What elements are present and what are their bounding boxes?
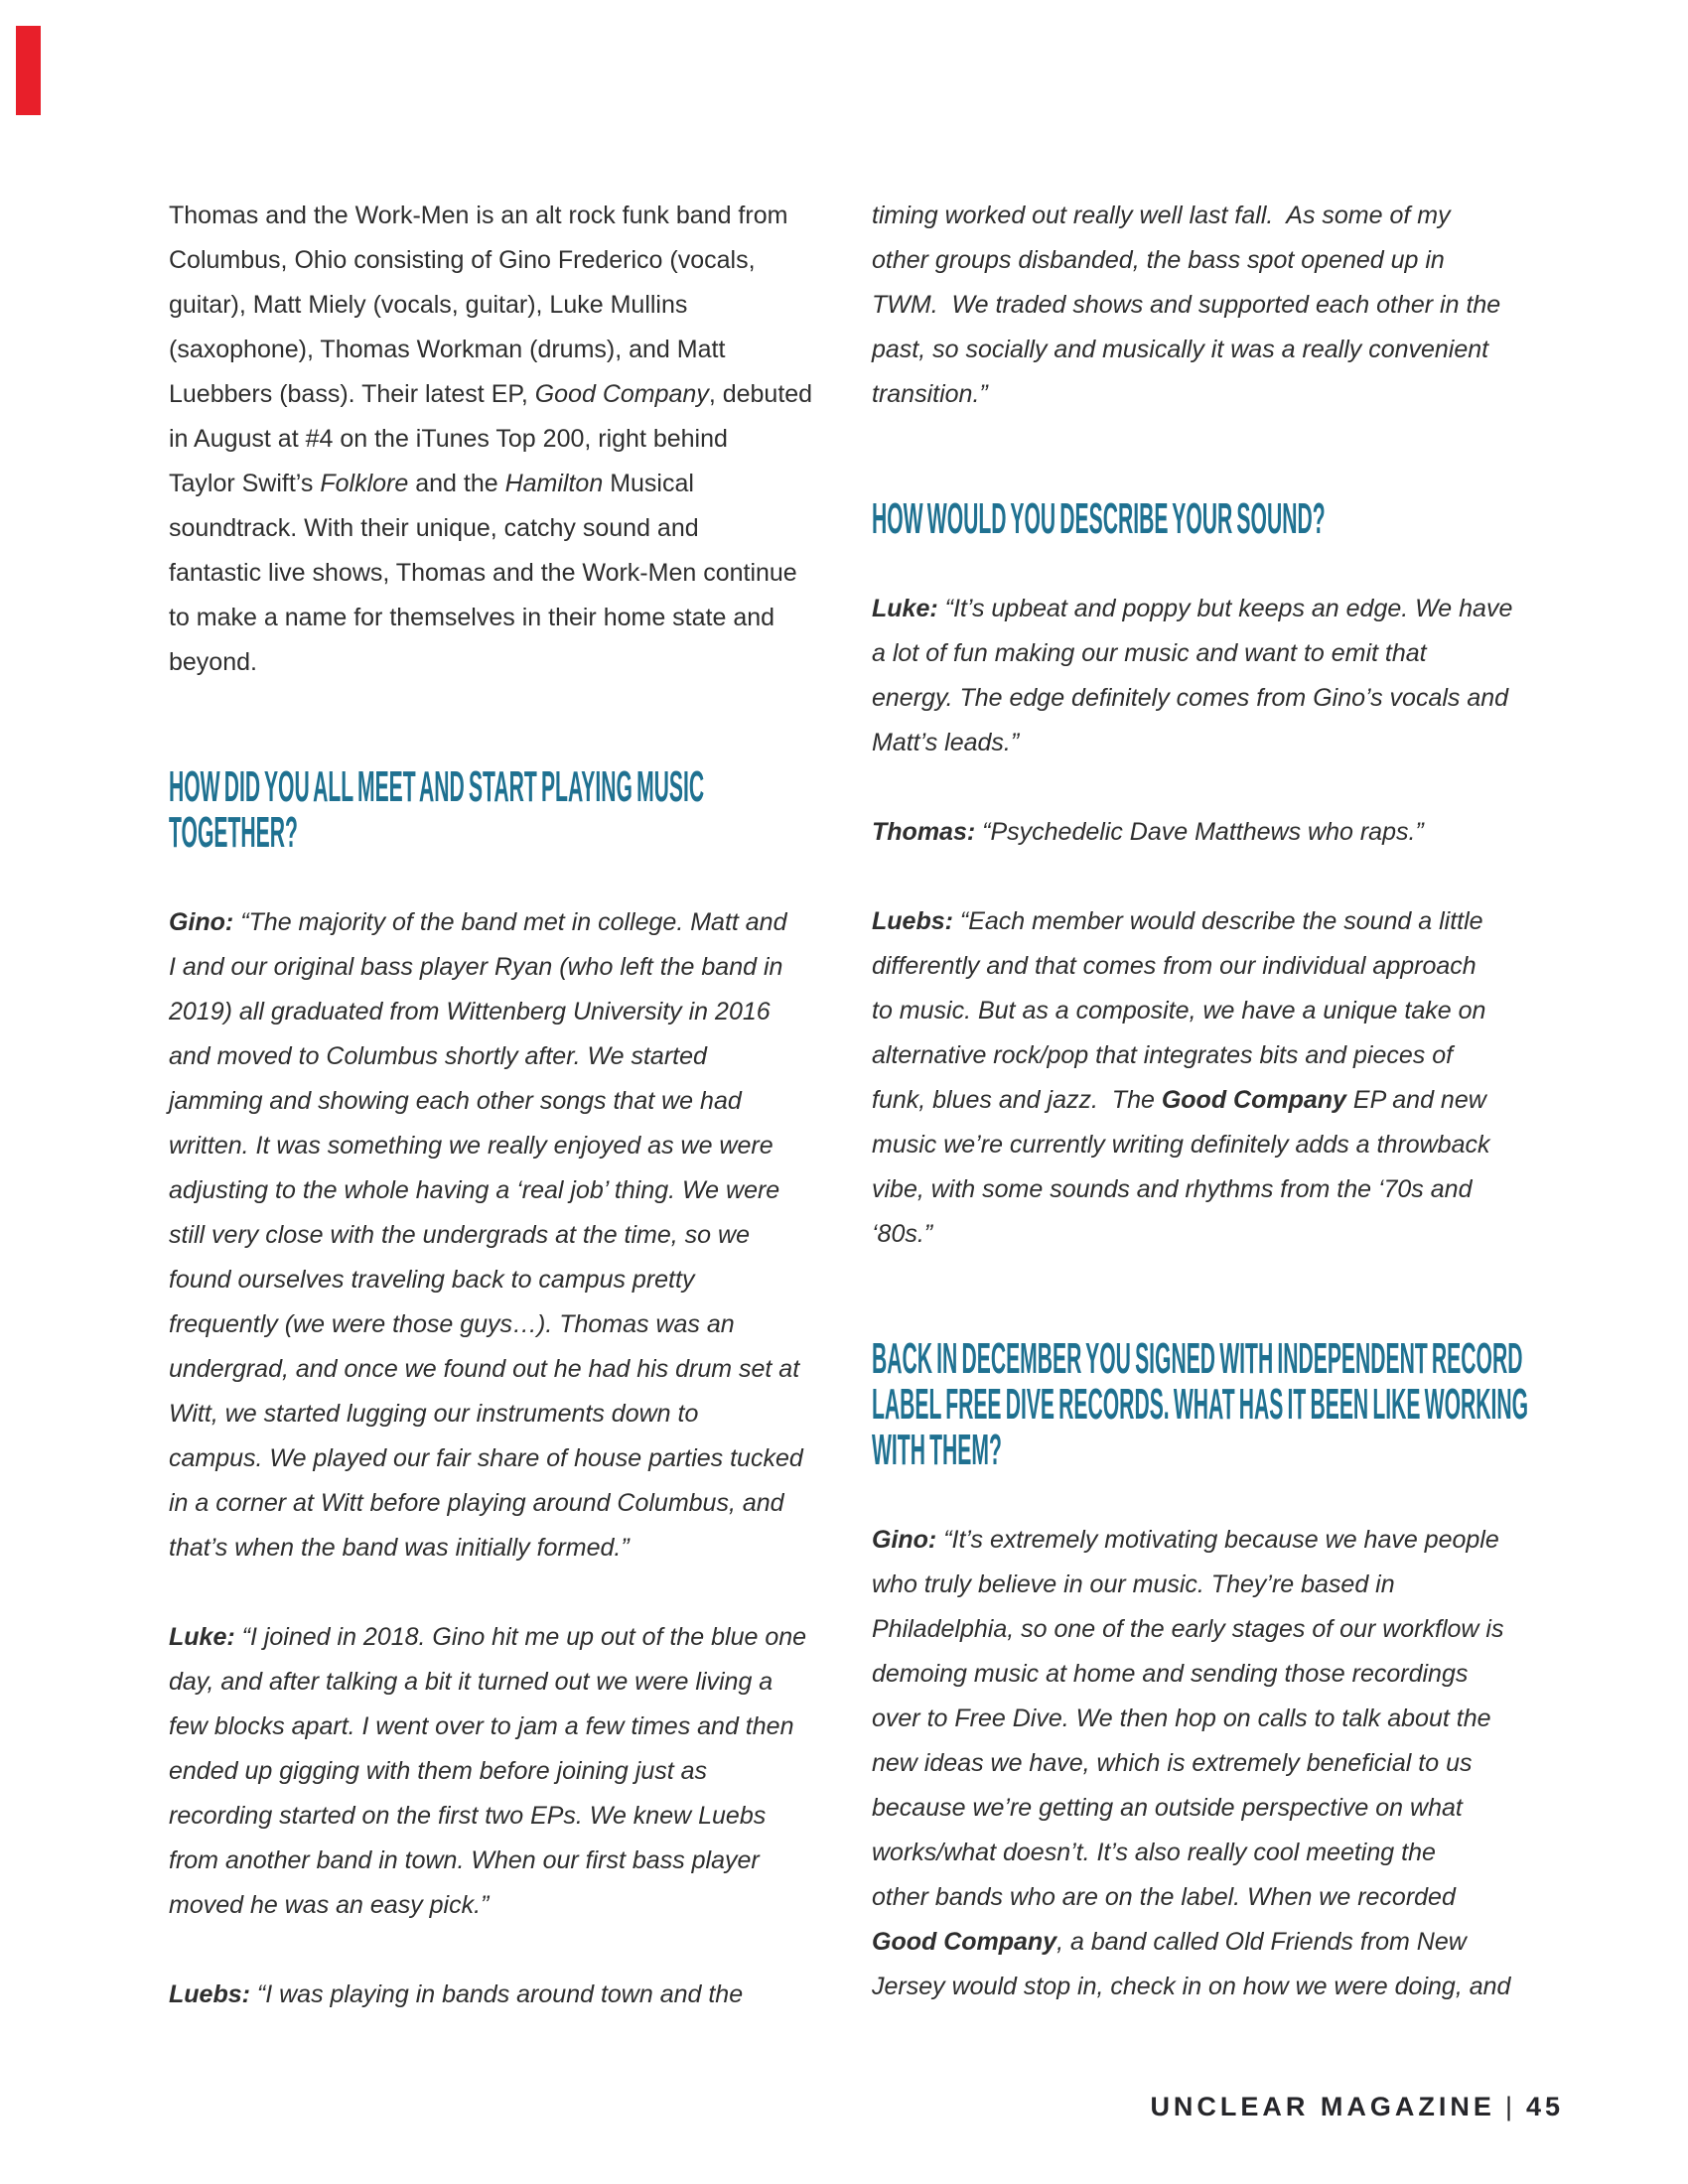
text-run: alternative rock/pop that integrates bits and pieces of xyxy=(872,1041,1454,1069)
page-footer xyxy=(1104,2061,1564,2153)
text-line xyxy=(872,328,1532,372)
text-line xyxy=(872,899,1532,944)
text-run: soundtrack. With their unique, catchy sound and xyxy=(169,514,699,542)
interview-paragraph-luebs xyxy=(872,194,1532,417)
text-run: from another band in town. When our first bass player xyxy=(169,1846,760,1874)
text-line xyxy=(169,945,829,990)
text-run: “The majority of the band met in college. Matt and xyxy=(233,908,787,936)
section-heading xyxy=(169,764,829,856)
speaker-label: Thomas: xyxy=(872,818,976,846)
speaker-label: Luke: xyxy=(872,595,938,622)
section-heading-line: BACK IN DECEMBER YOU SIGNED WITH INDEPENDENT RECORD xyxy=(872,1334,1523,1383)
text-line xyxy=(169,1034,829,1079)
text-line xyxy=(872,587,1532,631)
text-line xyxy=(169,1973,829,2017)
text-run: vibe, with some sounds and rhythms from the ‘70s and xyxy=(872,1175,1473,1203)
text-line xyxy=(169,1481,829,1526)
text-line xyxy=(872,194,1532,238)
interview-paragraph-gino xyxy=(872,1518,1532,2009)
text-run: “I was playing in bands around town and the xyxy=(249,1980,744,2008)
text-line xyxy=(872,721,1532,765)
text-run: Musical xyxy=(603,470,694,497)
interview-paragraph-gino xyxy=(169,900,829,1570)
text-run: Hamilton xyxy=(504,470,604,497)
text-run: funk, blues and jazz. The xyxy=(872,1086,1162,1114)
text-run: guitar), Matt Miely (vocals, guitar), Luke Mullins xyxy=(169,291,688,319)
text-run: I and our original bass player Ryan (who left the band in xyxy=(169,953,783,981)
text-line xyxy=(169,596,829,640)
text-run: demoing music at home and sending those recordings xyxy=(872,1660,1469,1688)
text-line xyxy=(169,1124,829,1168)
text-run: written. It was something we really enjoyed as we were xyxy=(169,1132,774,1160)
text-line xyxy=(169,238,829,283)
red-accent-bar xyxy=(16,26,41,115)
text-line xyxy=(169,417,829,462)
text-run: “Psychedelic Dave Matthews who raps.” xyxy=(975,818,1424,846)
text-run: to make a name for themselves in their home state and xyxy=(169,604,775,631)
text-line xyxy=(872,1741,1532,1786)
text-run: differently and that comes from our individual approach xyxy=(872,952,1477,980)
text-run: over to Free Dive. We then hop on calls to talk about the xyxy=(872,1705,1491,1732)
text-run: transition.” xyxy=(872,380,988,408)
text-line xyxy=(169,1168,829,1213)
speaker-label: Luebs: xyxy=(872,907,953,935)
speaker-label: Luke: xyxy=(169,1623,235,1651)
text-run: adjusting to the whole having a ‘real job’ thing. We were xyxy=(169,1176,780,1204)
text-line xyxy=(169,1749,829,1794)
text-run: ‘80s.” xyxy=(872,1220,933,1248)
text-line xyxy=(169,1839,829,1883)
left-column xyxy=(169,194,829,2017)
text-run: “It’s extremely motivating because we have people xyxy=(936,1526,1499,1554)
text-run: frequently (we were those guys…). Thomas was an xyxy=(169,1310,735,1338)
text-run: EP and new xyxy=(1345,1086,1486,1114)
text-line xyxy=(169,990,829,1034)
text-run: fantastic live shows, Thomas and the Work-Men continue xyxy=(169,559,797,587)
text-line xyxy=(872,1920,1532,1965)
text-run: in a corner at Witt before playing around Columbus, and xyxy=(169,1489,784,1517)
speaker-label: Gino: xyxy=(169,908,234,936)
body-paragraph xyxy=(169,194,829,685)
footer-divider: | xyxy=(1504,2092,1516,2121)
text-run: Philadelphia, so one of the early stages of our workflow is xyxy=(872,1615,1504,1643)
text-run: day, and after talking a bit it turned out we were living a xyxy=(169,1668,774,1696)
text-line xyxy=(169,1794,829,1839)
text-line xyxy=(872,989,1532,1033)
text-run: who truly believe in our music. They’re based in xyxy=(872,1570,1395,1598)
text-run: 2019) all graduated from Wittenberg University in 2016 xyxy=(169,998,771,1025)
text-run: Folklore xyxy=(320,470,409,497)
interview-paragraph-thomas xyxy=(872,810,1532,855)
text-line xyxy=(872,1965,1532,2009)
text-run: , a band called Old Friends from New xyxy=(1056,1928,1467,1956)
interview-paragraph-luebs xyxy=(872,899,1532,1257)
text-line xyxy=(872,1831,1532,1875)
text-run: moved he was an easy pick.” xyxy=(169,1891,490,1919)
text-run: Columbus, Ohio consisting of Gino Frederico (vocals, xyxy=(169,246,756,274)
speaker-label: Luebs: xyxy=(169,1980,250,2008)
text-line xyxy=(872,1786,1532,1831)
text-run: and the xyxy=(408,470,505,497)
section-heading xyxy=(872,1336,1532,1473)
text-run: (saxophone), Thomas Workman (drums), and Matt xyxy=(169,336,726,363)
text-run: in August at #4 on the iTunes Top 200, right behind xyxy=(169,425,728,453)
text-run: because we’re getting an outside perspective on what xyxy=(872,1794,1463,1822)
text-run: and moved to Columbus shortly after. We started xyxy=(169,1042,707,1070)
text-line xyxy=(872,283,1532,328)
text-line xyxy=(169,1258,829,1302)
text-run: a lot of fun making our music and want to emit that xyxy=(872,639,1427,667)
text-line xyxy=(169,1615,829,1660)
text-run: timing worked out really well last fall. As some of my xyxy=(872,202,1451,229)
text-line xyxy=(169,640,829,685)
page-number: 45 xyxy=(1525,2092,1564,2121)
interview-paragraph-luebs xyxy=(169,1973,829,2017)
text-line xyxy=(169,1436,829,1481)
text-run: other groups disbanded, the bass spot opened up in xyxy=(872,246,1445,274)
text-run: music we’re currently writing definitely adds a throwback xyxy=(872,1131,1490,1159)
text-run: to music. But as a composite, we have a unique take on xyxy=(872,997,1486,1024)
text-line xyxy=(169,328,829,372)
text-line xyxy=(169,283,829,328)
text-run: TWM. We traded shows and supported each other in the xyxy=(872,291,1501,319)
text-run: past, so socially and musically it was a really convenient xyxy=(872,336,1489,363)
text-line xyxy=(872,1033,1532,1078)
text-line xyxy=(169,551,829,596)
text-line xyxy=(169,194,829,238)
speaker-label: Good Company xyxy=(1161,1086,1346,1114)
interview-paragraph-luke xyxy=(872,587,1532,765)
text-run: , debuted xyxy=(708,380,813,408)
text-run: found ourselves traveling back to campus pretty xyxy=(169,1266,695,1294)
section-heading-line: HOW WOULD YOU DESCRIBE YOUR SOUND? xyxy=(872,494,1326,543)
text-line xyxy=(872,1607,1532,1652)
text-run: Matt’s leads.” xyxy=(872,729,1020,756)
text-line xyxy=(872,1078,1532,1123)
text-run: Jersey would stop in, check in on how we were doing, and xyxy=(872,1973,1511,2000)
text-run: Taylor Swift’s xyxy=(169,470,321,497)
text-line xyxy=(872,1167,1532,1212)
text-line xyxy=(872,944,1532,989)
text-run: “Each member would describe the sound a little xyxy=(952,907,1483,935)
magazine-name: UNCLEAR MAGAZINE xyxy=(1150,2092,1495,2121)
text-line xyxy=(872,810,1532,855)
text-line xyxy=(872,372,1532,417)
section-heading-line: TOGETHER? xyxy=(169,808,298,857)
speaker-label: Gino: xyxy=(872,1526,937,1554)
text-line xyxy=(169,506,829,551)
text-run: campus. We played our fair share of house parties tucked xyxy=(169,1444,803,1472)
text-run: few blocks apart. I went over to jam a few times and then xyxy=(169,1712,794,1740)
text-line xyxy=(169,1526,829,1570)
text-line xyxy=(872,631,1532,676)
text-line xyxy=(169,1079,829,1124)
text-line xyxy=(169,372,829,417)
text-line xyxy=(169,1302,829,1347)
section-heading-line: LABEL FREE DIVE RECORDS. WHAT HAS IT BEEN LIKE WORKING xyxy=(872,1380,1529,1429)
text-line xyxy=(169,1213,829,1258)
text-run: recording started on the first two EPs. We knew Luebs xyxy=(169,1802,767,1830)
text-line xyxy=(872,1697,1532,1741)
text-run: still very close with the undergrads at the time, so we xyxy=(169,1221,750,1249)
text-line xyxy=(169,1660,829,1705)
text-run: energy. The edge definitely comes from Gino’s vocals and xyxy=(872,684,1509,712)
text-run: that’s when the band was initially formed.” xyxy=(169,1534,630,1562)
text-run: Luebbers (bass). Their latest EP, xyxy=(169,380,535,408)
text-line xyxy=(872,1518,1532,1563)
text-line xyxy=(872,1563,1532,1607)
text-line xyxy=(872,1212,1532,1257)
text-line xyxy=(872,238,1532,283)
text-run: new ideas we have, which is extremely beneficial to us xyxy=(872,1749,1473,1777)
text-line xyxy=(169,1347,829,1392)
text-run: “It’s upbeat and poppy but keeps an edge. We have xyxy=(937,595,1513,622)
text-run: Witt, we started lugging our instruments down to xyxy=(169,1400,699,1428)
text-line xyxy=(169,462,829,506)
text-run: Thomas and the Work-Men is an alt rock funk band from xyxy=(169,202,788,229)
right-column xyxy=(872,194,1532,2009)
interview-paragraph-luke xyxy=(169,1615,829,1928)
text-line xyxy=(169,1392,829,1436)
text-run: works/what doesn’t. It’s also really cool meeting the xyxy=(872,1839,1436,1866)
text-line xyxy=(169,900,829,945)
text-run: undergrad, and once we found out he had his drum set at xyxy=(169,1355,800,1383)
text-line xyxy=(872,1652,1532,1697)
text-run: other bands who are on the label. When we recorded xyxy=(872,1883,1456,1911)
section-heading-line: HOW DID YOU ALL MEET AND START PLAYING MUSIC xyxy=(169,762,705,811)
text-run: jamming and showing each other songs that we had xyxy=(169,1087,742,1115)
text-line xyxy=(872,1123,1532,1167)
text-line xyxy=(169,1883,829,1928)
section-heading xyxy=(872,496,1532,542)
text-run: Good Company xyxy=(534,380,709,408)
text-line xyxy=(872,1875,1532,1920)
text-line xyxy=(872,676,1532,721)
text-run: beyond. xyxy=(169,648,257,676)
text-run: “I joined in 2018. Gino hit me up out of the blue one xyxy=(234,1623,807,1651)
text-run: ended up gigging with them before joining just as xyxy=(169,1757,708,1785)
speaker-label: Good Company xyxy=(872,1928,1057,1956)
section-heading-line: WITH THEM? xyxy=(872,1426,1002,1474)
text-line xyxy=(169,1705,829,1749)
